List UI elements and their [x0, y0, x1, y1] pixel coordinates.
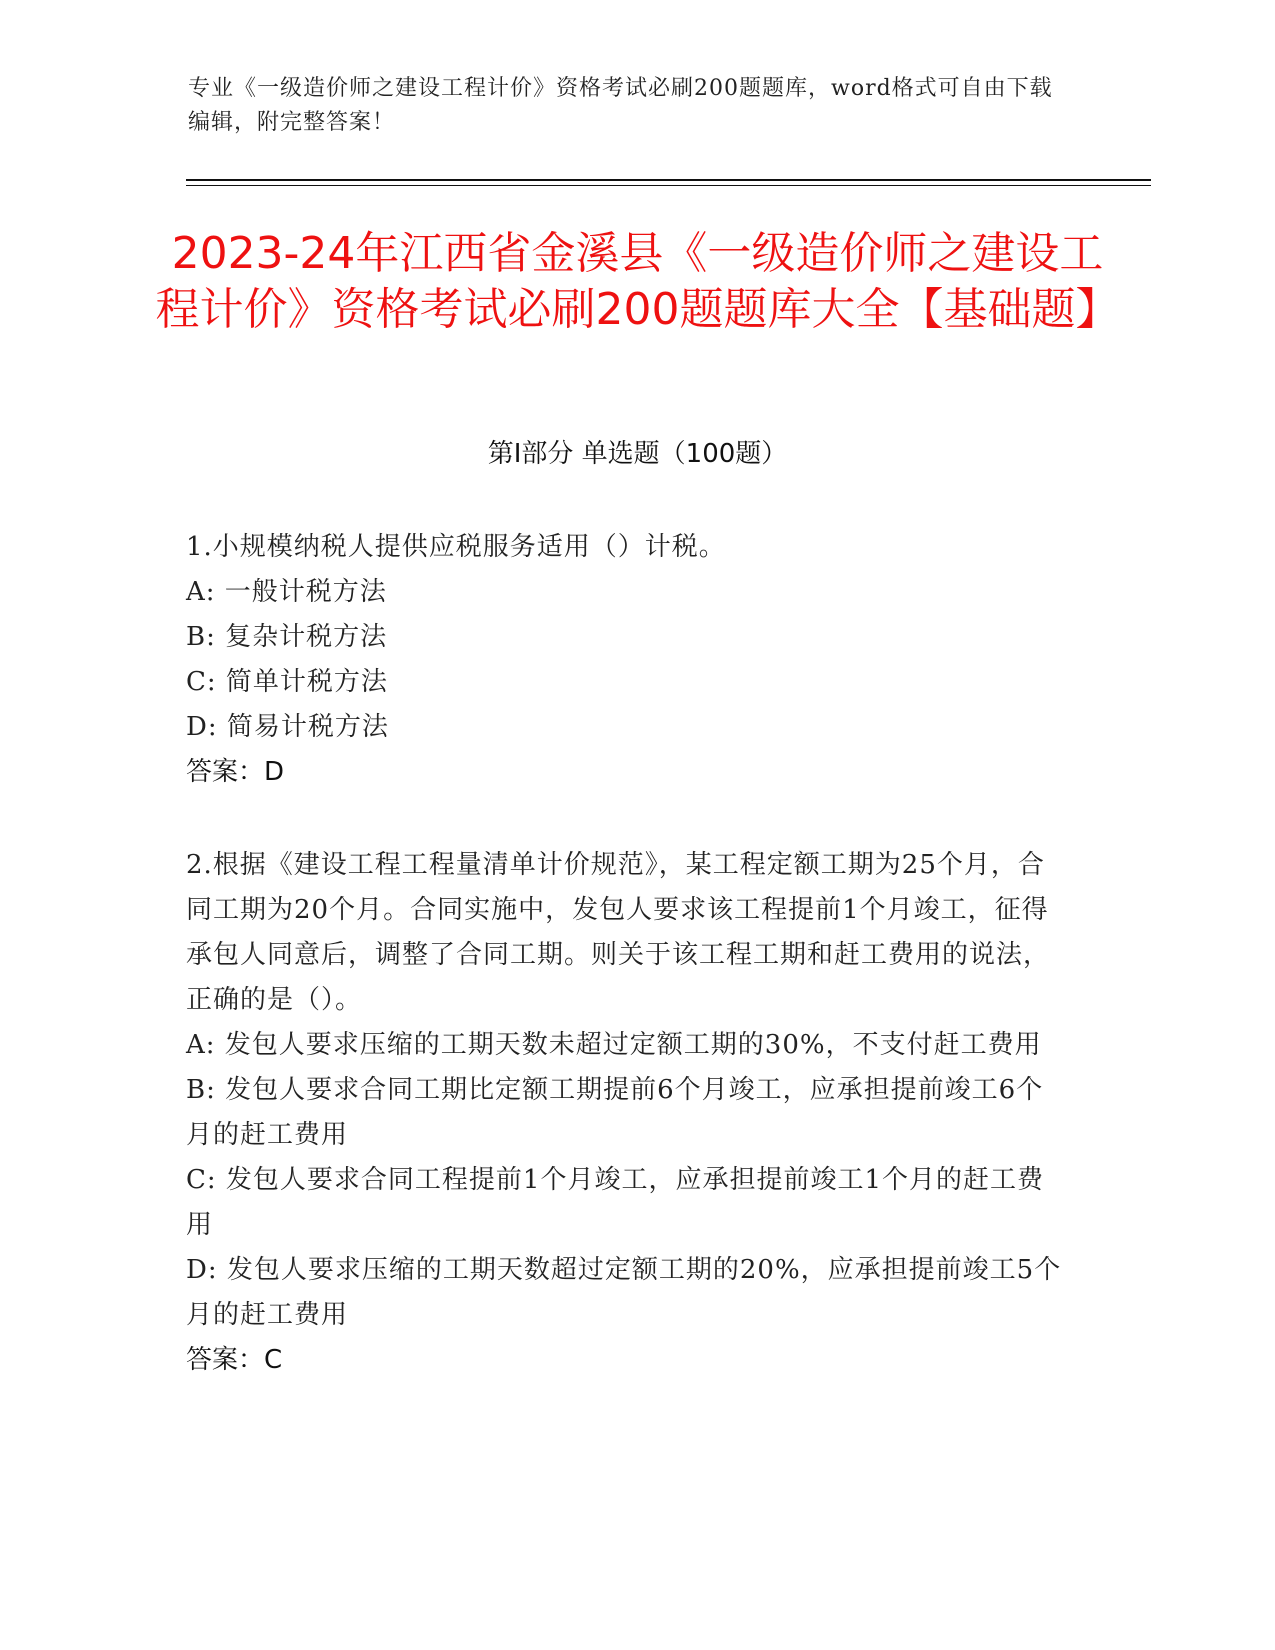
- question-option-d: D: 简易计税方法: [186, 712, 389, 742]
- question-list: [186, 525, 1066, 1431]
- question-option-a: A: 发包人要求压缩的工期天数未超过定额工期的30%，不支付赶工费用: [186, 1030, 1042, 1060]
- question-answer: 答案：D: [186, 757, 285, 787]
- section-heading: 第Ⅰ部分 单选题（100题）: [487, 439, 788, 469]
- question-option-d: D: 发包人要求压缩的工期天数超过定额工期的20%，应承担提前竣工5个月的赶工费用: [186, 1255, 1062, 1330]
- question-option-b: B: 复杂计税方法: [186, 622, 388, 652]
- question-item: [186, 843, 1066, 1383]
- question-option-c: C: 简单计税方法: [186, 667, 388, 697]
- question-item: [186, 525, 1066, 795]
- question-stem: 2.根据《建设工程工程量清单计价规范》，某工程定额工期为25个月，合同工期为20个月。合同实施中，发包人要求该工程提前1个月竣工，征得承包人同意后，调整了合同工期。则关于该工程工期和赶工费用的说法，正确的是（）。: [186, 850, 1051, 1015]
- header-note: 专业《一级造价师之建设工程计价》资格考试必刷200题题库，word格式可自由下载编辑，附完整答案！: [188, 76, 1053, 135]
- header-divider-thin: [186, 185, 1151, 186]
- question-option-a: A: 一般计税方法: [186, 577, 387, 607]
- question-option-b: B: 发包人要求合同工期比定额工期提前6个月竣工，应承担提前竣工6个月的赶工费用: [186, 1075, 1044, 1150]
- header-divider-thick: [186, 179, 1151, 181]
- question-option-c: C: 发包人要求合同工程提前1个月竣工，应承担提前竣工1个月的赶工费用: [186, 1165, 1045, 1240]
- question-stem: 1.小规模纳税人提供应税服务适用（）计税。: [186, 532, 726, 562]
- question-answer: 答案：C: [186, 1345, 283, 1375]
- document-title: 2023-24年江西省金溪县《一级造价师之建设工程计价》资格考试必刷200题题库大全【基础题】: [155, 228, 1120, 335]
